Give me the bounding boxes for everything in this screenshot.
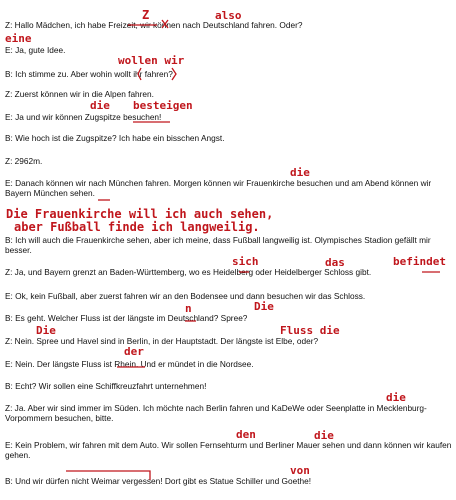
dialogue-line: E: Ja, gute Idee. (5, 45, 66, 55)
correction-note: n (185, 302, 192, 315)
insert-bracket (138, 68, 141, 80)
dialogue-line: E: Ok, kein Fußball, aber zuerst fahren wir an den Bodensee und dann besuchen wir das Schloss. (5, 291, 366, 301)
correction-note: die (90, 99, 110, 112)
correction-note: befindet (393, 255, 446, 268)
dialogue-line: B: Wie hoch ist die Zugspitze? Ich habe ein bisschen Angst. (5, 133, 225, 143)
dialogue-line: B: Ich will auch die Frauenkirche sehen, aber ich meine, dass Fußball langweilig ist. Olympisches Stadion gefällt mir besser. (5, 235, 431, 255)
dialogue-line: Z: 2962m. (5, 156, 43, 166)
dialogue-line: Z: Nein. Spree und Havel sind in Berlin, in der Hauptstadt. Der längste ist Elbe, oder? (5, 336, 319, 346)
dialogue-line: B: Ich stimme zu. Aber wohin wollt ihr fahren? (5, 69, 173, 79)
correction-note: die (314, 429, 334, 442)
dialogue-line: B: Es geht. Welcher Fluss ist der längste im Deutschland? Spree? (5, 313, 248, 323)
dialogue-line: Z: Ja. Aber wir sind immer im Süden. Ich möchte nach Berlin fahren und KaDeWe oder Seenplatte in Mecklenburg-Vorpommern besuchen, bitte. (5, 403, 427, 423)
dialogue-line: E: Nein. Der längste Fluss ist Rhein. Und er mündet in die Nordsee. (5, 359, 254, 369)
dialogue-line: Z: Ja, und Bayern grenzt an Baden-Württemberg, wo es Heidelberg oder Heidelberger Schloss gibt. (5, 267, 372, 277)
correction-note: die (290, 166, 310, 179)
correction-note: das (325, 256, 345, 269)
insert-bracket (66, 471, 150, 480)
dialogue-line: E: Ja und wir können Zugspitze besuchen! (5, 112, 162, 122)
correction-note: Die (36, 324, 56, 337)
dialogue-line: B: Und wir dürfen nicht Weimar vergessen! Dort gibt es Statue Schiller und Goethe! (5, 476, 312, 486)
correction-note: also (215, 9, 242, 22)
correction-note: den (236, 428, 256, 441)
insert-bracket (172, 68, 176, 80)
correction-note: sich (232, 255, 259, 268)
dialogue-line: Z: Hallo Mädchen, ich habe Freizeit, wir können nach Deutschland fahren. Oder? (5, 20, 303, 30)
dialogue-line: E: Danach können wir nach München fahren. Morgen können wir Frauenkirche besuchen und am Abend können wir Bayern München sehen. (5, 178, 432, 198)
dialogue-line: B: Echt? Wir sollen eine Schiffkreuzfahrt unternehmen! (5, 381, 207, 391)
correction-note: der (124, 345, 144, 358)
correction-note: besteigen (133, 99, 193, 112)
cross-mark (162, 20, 168, 28)
correction-note: wollen wir (118, 54, 185, 67)
dialogue-line: Z: Zuerst können wir in die Alpen fahren. (5, 89, 154, 99)
correction-note: eine (5, 32, 32, 45)
correction-note: Die Frauenkirche will ich auch sehen, (6, 207, 274, 221)
correction-note: Fluss die (280, 324, 340, 337)
correction-note: von (290, 464, 310, 477)
dialogue-line: E: Kein Problem, wir fahren mit dem Auto. Wir sollen Fernsehturm und Berliner Mauer sehen und dann können wir kaufen gehen. (5, 440, 452, 460)
correction-note: die (386, 391, 406, 404)
correction-note: Z (142, 8, 150, 22)
correction-note: aber Fußball finde ich langweilig. (14, 220, 260, 234)
correction-note: Die (254, 300, 274, 313)
